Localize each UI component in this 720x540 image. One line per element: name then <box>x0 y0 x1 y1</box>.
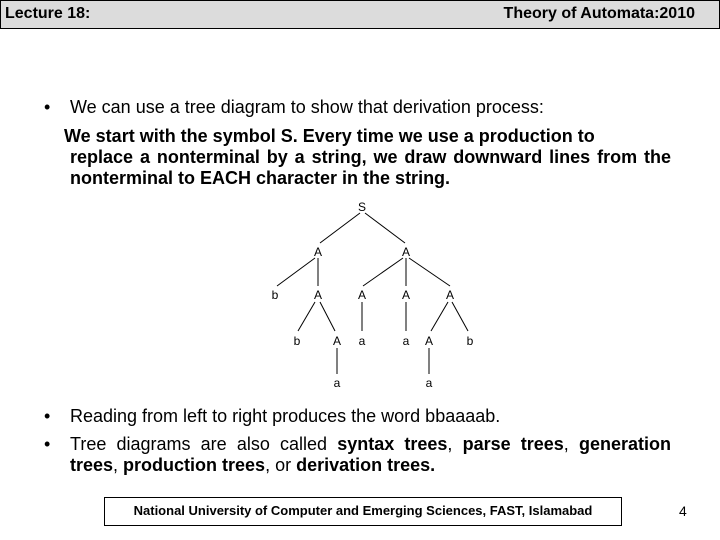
tree-node: A <box>313 245 323 259</box>
paragraph-rest: replace a nonterminal by a string, we draw downward lines from the nonterminal to EACH character in the string. <box>70 147 671 188</box>
bullet-text-tree-names <box>70 434 671 476</box>
bullet-text-reading: Reading from left to right produces the word bbaaaab. <box>70 406 501 426</box>
page-number: 4 <box>679 503 687 519</box>
bullet-marker: • <box>44 406 51 426</box>
term-derivation-trees: derivation trees <box>296 455 431 475</box>
slide-footer <box>104 497 622 526</box>
bullet-text-derivation: We can use a tree diagram to show that derivation process: <box>70 97 544 117</box>
tree-node: A <box>445 288 455 302</box>
footer-institution: National University of Computer and Emerging Sciences, FAST, Islamabad <box>133 503 593 518</box>
tree-node: b <box>271 288 279 302</box>
term-generation-trees: generation trees <box>70 434 671 475</box>
tree-node: A <box>401 288 411 302</box>
lecture-title: Lecture 18: <box>5 5 91 22</box>
tree-node: b <box>466 334 474 348</box>
term-parse-trees: parse trees <box>462 434 564 454</box>
tree-node: A <box>424 334 434 348</box>
tree-node: a <box>425 376 433 390</box>
tree-node: A <box>357 288 367 302</box>
tree-node: a <box>402 334 410 348</box>
tree-node: b <box>293 334 301 348</box>
bullet-marker: • <box>44 434 51 454</box>
tree-names-prefix: Tree diagrams are also called <box>70 434 338 454</box>
course-title: Theory of Automata:2010 <box>503 5 695 22</box>
separator: , or <box>265 455 297 475</box>
tree-node: A <box>401 245 411 259</box>
slide-header <box>0 0 720 29</box>
tree-node: a <box>333 376 341 390</box>
separator: , <box>113 455 124 475</box>
paragraph-line1: We start with the symbol S. Every time we use a production to <box>64 126 595 146</box>
tree-node: A <box>313 288 323 302</box>
bullet-marker: • <box>44 97 51 117</box>
separator: , <box>447 434 463 454</box>
tree-node-root: S <box>357 200 367 214</box>
derivation-tree-diagram <box>255 198 485 393</box>
derivation-explanation <box>64 126 671 189</box>
separator: , <box>563 434 579 454</box>
tree-node: A <box>332 334 342 348</box>
period: . <box>430 455 436 475</box>
tree-node: a <box>358 334 366 348</box>
term-production-trees: production trees <box>123 455 266 475</box>
term-syntax-trees: syntax trees <box>337 434 448 454</box>
